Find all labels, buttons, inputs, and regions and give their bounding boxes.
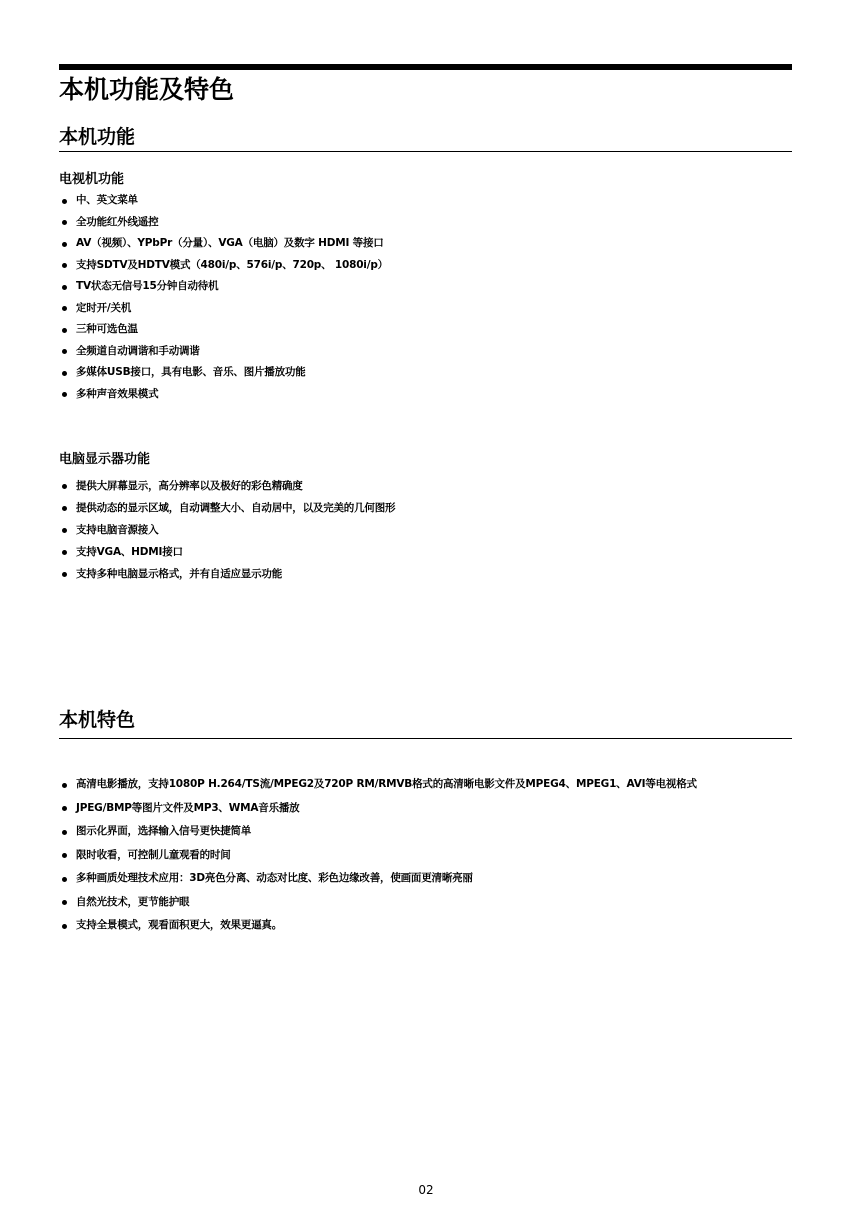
subsection-title-pc: 电脑显示器功能	[59, 452, 151, 467]
list-item: 三种可选色温	[62, 319, 388, 341]
section-title-features: 本机特色	[59, 709, 136, 731]
list-item: 支持全景模式，观看面积更大，效果更逼真。	[62, 914, 697, 938]
list-item: 中、英文菜单	[62, 190, 388, 212]
highlight-feature-list	[62, 773, 697, 938]
list-item: 多种画质处理技术应用：3D亮色分离、动态对比度、彩色边缘改善，使画面更清晰亮丽	[62, 867, 697, 891]
list-item: AV（视频）、YPbPr（分量）、VGA（电脑）及数字 HDMI 等接口	[62, 233, 388, 255]
pc-feature-list	[62, 475, 395, 585]
list-item: 多媒体USB接口，具有电影、音乐、图片播放功能	[62, 362, 388, 384]
list-item: 自然光技术，更节能护眼	[62, 891, 697, 915]
list-item: 支持电脑音源接入	[62, 519, 395, 541]
subsection-title-tv: 电视机功能	[59, 172, 125, 187]
list-item: 多种声音效果模式	[62, 384, 388, 406]
list-item: 支持多种电脑显示格式，并有自适应显示功能	[62, 563, 395, 585]
list-item: 支持SDTV及HDTV模式（480i/p、576i/p、720p、 1080i/p）	[62, 255, 388, 277]
list-item: JPEG/BMP等图片文件及MP3、WMA音乐播放	[62, 797, 697, 821]
page-title: 本机功能及特色	[59, 75, 235, 104]
section-divider-functions	[59, 151, 792, 152]
section-title-functions: 本机功能	[59, 126, 136, 148]
list-item: TV状态无信号15分钟自动待机	[62, 276, 388, 298]
tv-feature-list	[62, 190, 388, 405]
list-item: 图示化界面，选择输入信号更快捷简单	[62, 820, 697, 844]
top-heavy-rule	[59, 64, 792, 70]
list-item: 限时收看，可控制儿童观看的时间	[62, 844, 697, 868]
list-item: 支持VGA、HDMI接口	[62, 541, 395, 563]
list-item: 提供动态的显示区域，自动调整大小、自动居中，以及完美的几何图形	[62, 497, 395, 519]
list-item: 定时开/关机	[62, 298, 388, 320]
page-number: 02	[418, 1183, 434, 1197]
list-item: 全频道自动调谐和手动调谐	[62, 341, 388, 363]
list-item: 高清电影播放，支持1080P H.264/TS流/MPEG2及720P RM/RMVB格式的高清晰电影文件及MPEG4、MPEG1、AVI等电视格式	[62, 773, 697, 797]
list-item: 提供大屏幕显示，高分辨率以及极好的彩色精确度	[62, 475, 395, 497]
section-divider-features	[59, 738, 792, 739]
list-item: 全功能红外线遥控	[62, 212, 388, 234]
